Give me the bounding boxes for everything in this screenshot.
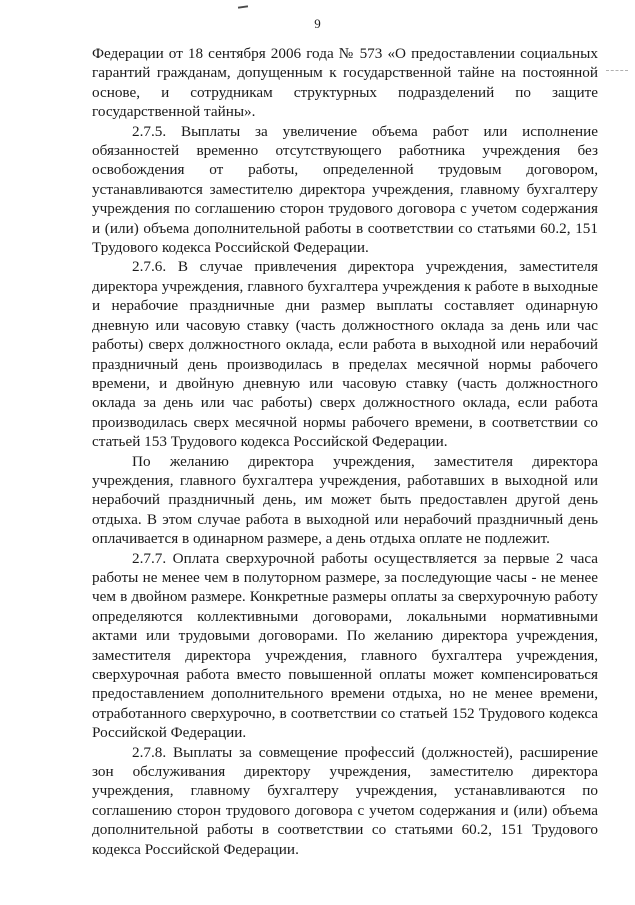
scan-edge-artifact xyxy=(606,70,628,72)
document-body xyxy=(92,44,598,859)
paragraph-2-7-8: 2.7.8. Выплаты за совмещение профессий (должностей), расширение зон обслуживания директору учреждения, заместителю директора учреждения, главному бухгалтеру учреждения, устанавливаются по соглашению сторон трудового договора с учетом содержания и (или) объема дополнительной работы в соответствии со статьями 60.2, 151 Трудового кодекса Российской Федерации. xyxy=(92,743,598,858)
paragraph-continuation: Федерации от 18 сентября 2006 года № 573 «О предоставлении социальных гарантий гражданам, допущенным к государственной тайне на постоянной основе, и сотрудникам структурных подразделений по защите государственной тайны». xyxy=(92,45,598,121)
scan-artifact-mark xyxy=(238,5,248,8)
paragraph-2-7-6: 2.7.6. В случае привлечения директора учреждения, заместителя директора учреждения, главного бухгалтера учреждения к работе в выходные и нерабочие праздничные дни размер выплаты составляет одинарную дневную или часовую ставку (часть должностного оклада за день или час работы) сверх должностного оклада, если работа в выходной или нерабочий праздничный день производилась в пределах месячной нормы рабочего времени, и двойную дневную или часовую ставку (часть должностного оклада за день или час работы) сверх должностного оклада, если работа производилась сверх месячной нормы рабочего времени, в соответствии со статьей 153 Трудового кодекса Российской Федерации. xyxy=(92,258,598,451)
paragraph-day-off-option: По желанию директора учреждения, заместителя директора учреждения, главного бухгалтера учреждения, работавших в выходной или нерабочий праздничный день, им может быть предоставлен другой день отдыха. В этом случае работа в выходной или нерабочий праздничный день оплачивается в одинарном размере, а день отдыха оплате не подлежит. xyxy=(92,452,598,548)
page-number: 9 xyxy=(314,16,321,31)
paragraph-2-7-7: 2.7.7. Оплата сверхурочной работы осуществляется за первые 2 часа работы не менее чем в полуторном размере, за последующие часы - не менее чем в двойном размере. Конкретные размеры оплаты за сверхурочную работу определяются коллективными договорами, локальными нормативными актами или трудовыми договорами. По желанию директора учреждения, заместителя директора учреждения, главного бухгалтера учреждения, сверхурочная работа вместо повышенной оплаты может компенсироваться предоставлением дополнительного времени отдыха, но не менее времени, отработанного сверхурочно, в соответствии со статьей 152 Трудового кодекса Российской Федерации. xyxy=(92,549,598,742)
paragraph-2-7-5: 2.7.5. Выплаты за увеличение объема работ или исполнение обязанностей временно отсутствующего работника учреждения без освобождения от работы, определенной трудовым договором, устанавливаются заместителю директора учреждения, главному бухгалтеру учреждения по соглашению сторон трудового договора с учетом содержания и (или) объема дополнительной работы в соответствии со статьями 60.2, 151 Трудового кодекса Российской Федерации. xyxy=(92,122,598,257)
